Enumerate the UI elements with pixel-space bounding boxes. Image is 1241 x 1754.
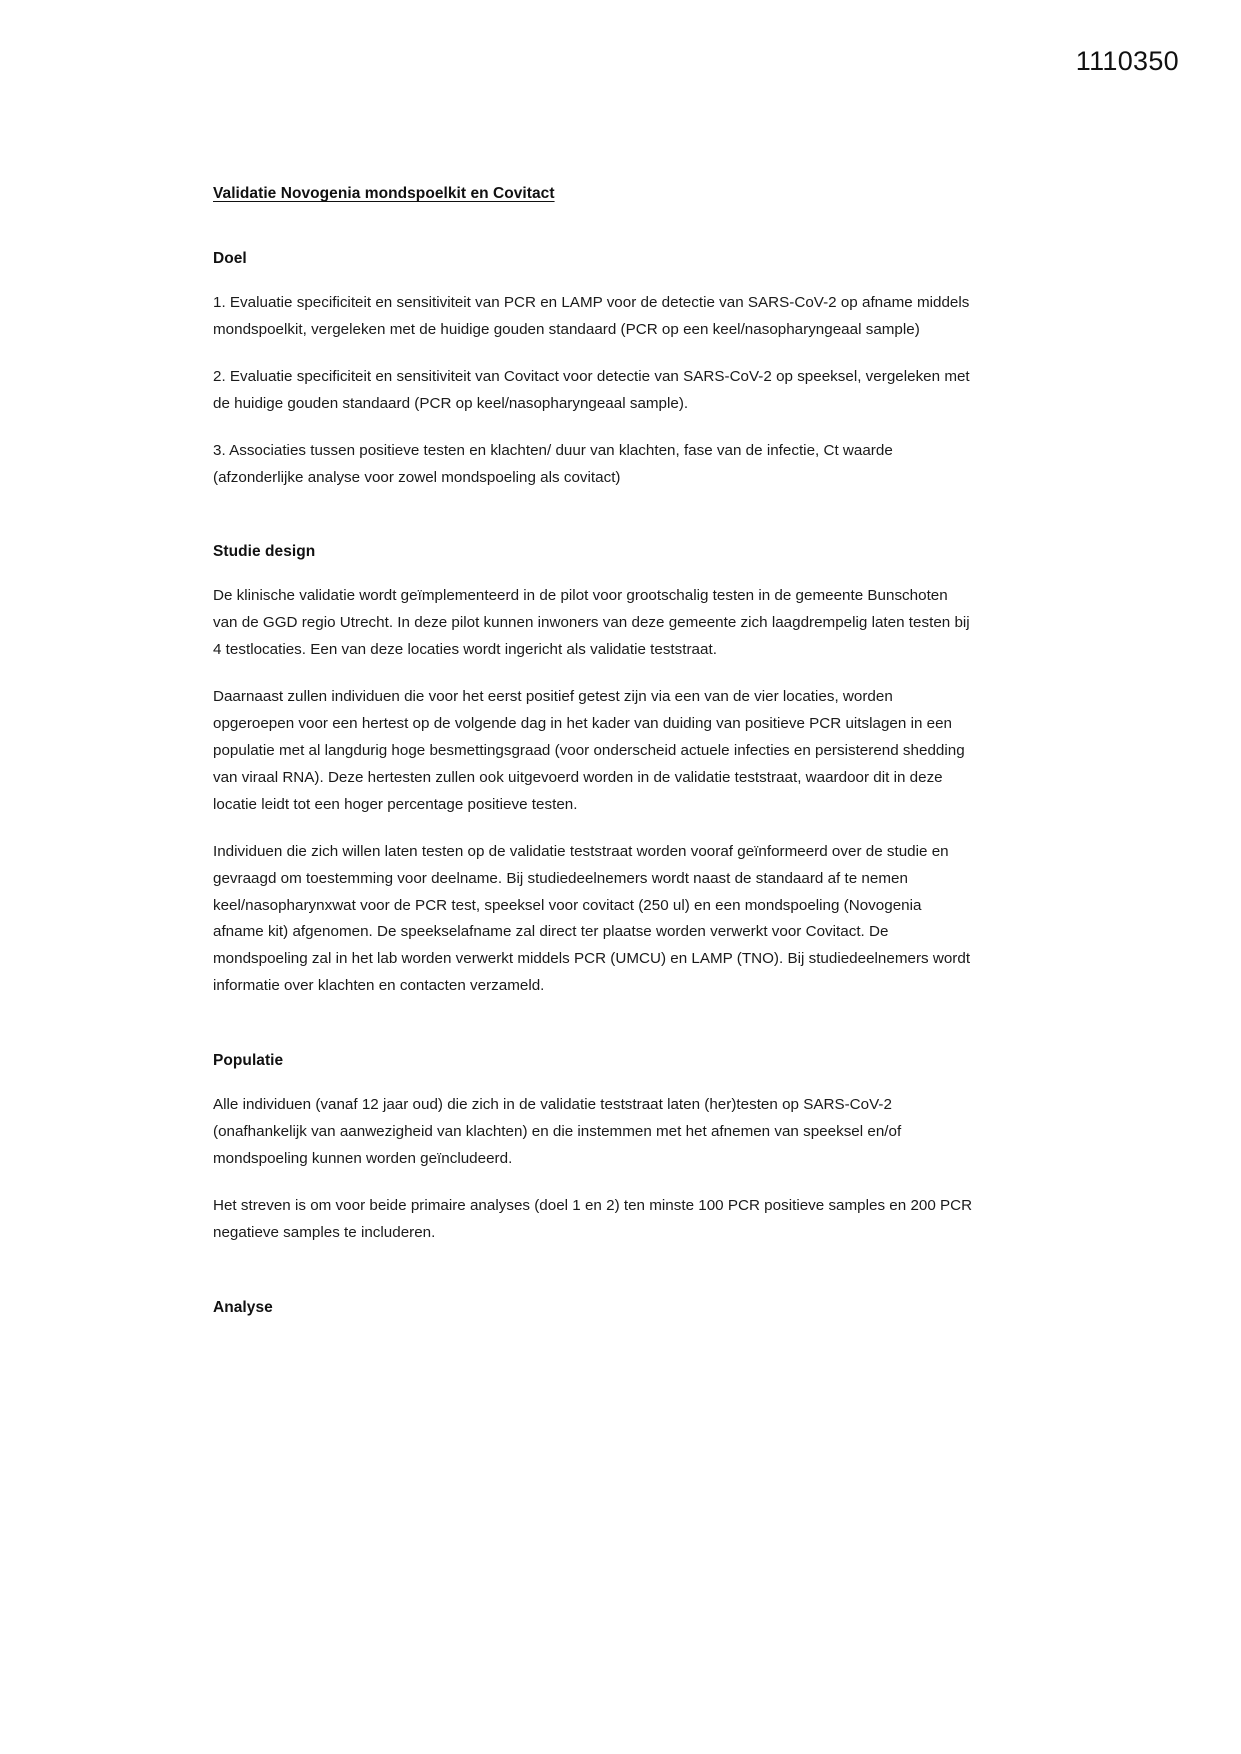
doel-item-2: 2. Evaluatie specificiteit en sensitiviteit van Covitact voor detectie van SARS-CoV-2 op speeksel, vergeleken met de huidige gouden standaard (PCR op keel/nasopharyngeaal sample). [213, 367, 970, 412]
studie-design-paragraph-2: Daarnaast zullen individuen die voor het eerst positief getest zijn via een van de vier locaties, worden opgeroepen voor een hertest op de volgende dag in het kader van duiding van positieve PCR uitslagen in een populatie met al langdurig hoge besmettingsgraad (voor onderscheid actuele infecties en persisterend shedding van viraal RNA). Deze hertesten zullen ook uitgevoerd worden in de validatie teststraat, waardoor dit in deze locatie leidt tot een hoger percentage positieve testen. [213, 688, 965, 813]
document-title: Validatie Novogenia mondspoelkit en Covitact [213, 185, 555, 202]
section-heading-populatie: Populatie [213, 1052, 284, 1070]
populatie-paragraph-1: Alle individuen (vanaf 12 jaar oud) die zich in de validatie teststraat laten (her)testen op SARS-CoV-2 (onafhankelijk van aanwezigheid van klachten) en die instemmen met het afnemen van speeksel en/of mondspoeling kunnen worden geïncludeerd. [213, 1096, 902, 1167]
document-body [213, 185, 973, 1339]
section-heading-studie-design: Studie design [213, 543, 316, 561]
populatie-paragraph-2: Het streven is om voor beide primaire analyses (doel 1 en 2) ten minste 100 PCR positieve samples en 200 PCR negatieve samples te includeren. [213, 1196, 973, 1241]
section-analyse [213, 1299, 973, 1317]
studie-design-paragraph-1: De klinische validatie wordt geïmplementeerd in de pilot voor grootschalig testen in de gemeente Bunschoten van de GGD regio Utrecht. In deze pilot kunnen inwoners van deze gemeente zich laagdrempelig laten testen bij 4 testlocaties. Een van deze locaties wordt ingericht als validatie teststraat. [213, 587, 970, 659]
section-studie-design [213, 543, 973, 1000]
doel-item-1: 1. Evaluatie specificiteit en sensitiviteit van PCR en LAMP voor de detectie van SARS-CoV-2 op afname middels mondspoelkit, vergeleken met de huidige gouden standaard (PCR op een keel/nasopharyngeaal sample) [213, 294, 970, 338]
studie-design-paragraph-3: Individuen die zich willen laten testen op de validatie teststraat worden vooraf geïnformeerd over de studie en gevraagd om toestemming voor deelname. Bij studiedeelnemers wordt naast de standaard af te nemen keel/nasopharynxwat voor de PCR test, speeksel voor covitact (250 ul) en een mondspoeling (Novogenia afname kit) afgenomen. De speekselafname zal direct ter plaatse worden verwerkt voor Covitact. De mondspoeling zal in het lab worden verwerkt middels PCR (UMCU) en LAMP (TNO). Bij studiedeelnemers wordt informatie over klachten en contacten verzameld. [213, 842, 971, 995]
section-heading-doel: Doel [213, 250, 247, 267]
section-doel [213, 250, 973, 491]
page-header-number: 1110350 [1075, 46, 1179, 76]
section-populatie [213, 1052, 973, 1247]
doel-item-3: 3. Associaties tussen positieve testen en klachten/ duur van klachten, fase van de infectie, Ct waarde (afzonderlijke analyse voor zowel mondspoeling als covitact) [213, 441, 893, 486]
section-heading-analyse: Analyse [213, 1298, 273, 1316]
